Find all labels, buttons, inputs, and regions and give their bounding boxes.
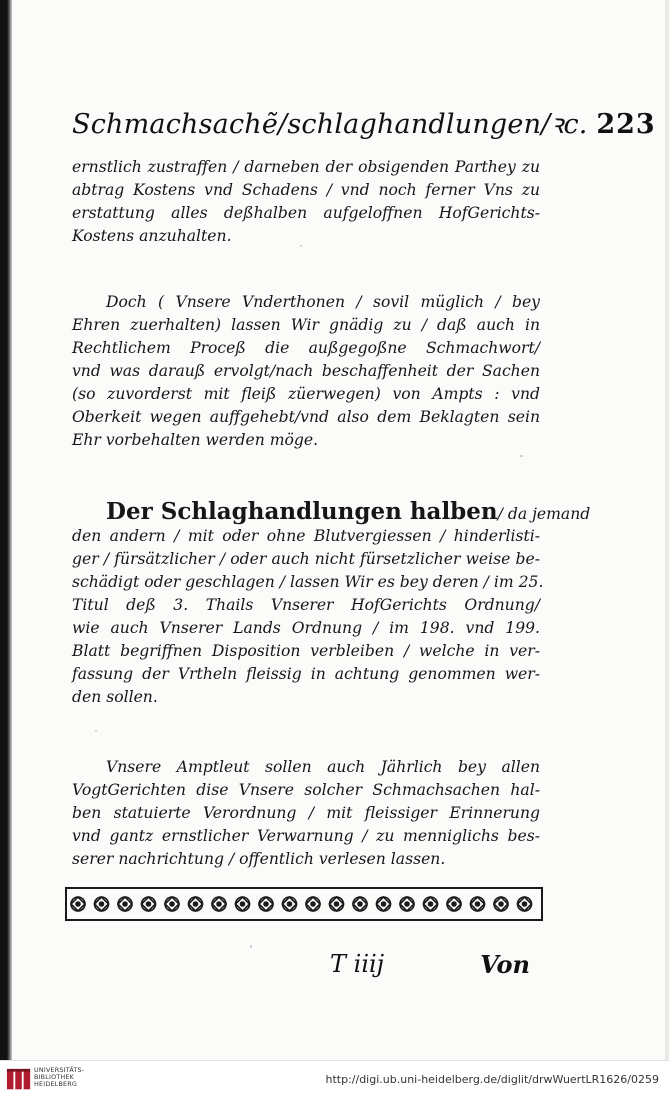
text-line: VogtGerichten dise Vnsere solcher Schmachsachen hal- — [72, 781, 540, 799]
paragraph-2 — [72, 291, 540, 452]
ornament-dot — [405, 902, 409, 906]
ornament-dot — [170, 902, 174, 906]
scan-speck — [520, 455, 523, 457]
scan-speck — [300, 245, 302, 247]
page-number: 223 — [596, 109, 656, 140]
text-line: (so zuvorderst mit fleiß züerwegen) von Ampts : vnd — [72, 385, 540, 403]
ornament-dot — [499, 902, 503, 906]
ornament-dot — [429, 902, 433, 906]
text-line: ger / fürsätzlicher / oder auch nicht fürsetzlicher weise be- — [72, 550, 540, 568]
running-title: Schmachsachẽ/schlaghandlungen/ꝛc. — [72, 109, 588, 140]
ornament-dot — [358, 902, 362, 906]
text-line: fassung der Vrtheln fleissig in achtung genommen wer- — [72, 665, 540, 683]
library-name-line: BIBLIOTHEK — [34, 1073, 75, 1081]
text-line: den andern / mit oder ohne Blutvergiessen / hinderlisti- — [72, 527, 540, 545]
library-name-line: HEIDELBERG — [34, 1080, 78, 1088]
ornament-dot — [452, 902, 456, 906]
text-line: ben statuierte Verordnung / mit fleissiger Erinnerung — [72, 804, 540, 822]
text-line: den sollen. — [72, 688, 158, 706]
section-heading: Der Schlaghandlungen halben — [106, 498, 498, 525]
library-name-line: UNIVERSITÄTS- — [34, 1066, 85, 1074]
text-line: wie auch Vnserer Lands Ordnung / im 198. vnd 199. — [72, 619, 540, 637]
ornament-dot — [123, 902, 127, 906]
text-line: vnd was darauß ervolgt/nach beschaffenheit der Sachen — [72, 362, 540, 380]
ornament-dot — [335, 902, 339, 906]
ornament-dot — [264, 902, 268, 906]
text-line: Ehr vorbehalten werden möge. — [72, 431, 319, 449]
text-line: Oberkeit wegen auffgehebt/vnd also dem Beklagten sein — [72, 408, 540, 426]
ornament-dot — [523, 902, 527, 906]
text-line: Blatt begriffnen Disposition verbleiben / welche in ver- — [72, 642, 540, 660]
ornament-dot — [147, 902, 151, 906]
ornament-dot — [194, 902, 198, 906]
scan-right-edge — [665, 0, 669, 1060]
university-library-logo-icon — [6, 1067, 32, 1093]
text-line: Ehren zuerhalten) lassen Wir gnädig zu / daß auch in — [72, 316, 540, 334]
paragraph-4 — [72, 756, 540, 871]
ornamental-border-icon — [66, 887, 542, 921]
text-line: abtrag Kostens vnd Schadens / vnd noch ferner Vns zu — [72, 181, 540, 199]
text-line: Rechtlichem Proceß die außgegoßne Schmachwort/ — [72, 339, 540, 357]
paragraph-3 — [72, 498, 591, 709]
scan-speck — [95, 730, 97, 732]
text-line: Doch ( Vnsere Vnderthonen / sovil müglich / bey — [106, 293, 540, 311]
text-line: Kostens anzuhalten. — [72, 227, 232, 245]
ornament-dot — [76, 902, 80, 906]
ornament-dot — [288, 902, 292, 906]
catchword: Von — [480, 950, 530, 979]
paragraph-1 — [72, 156, 540, 248]
viewer-footer — [0, 1060, 669, 1100]
ornament-dot — [476, 902, 480, 906]
library-name — [34, 1067, 84, 1088]
page-header — [72, 104, 656, 141]
text-line — [72, 498, 591, 525]
text-line: Vnsere Amptleut sollen auch Jährlich bey allen — [106, 758, 540, 776]
text-line: ernstlich zustraffen / darneben der obsigenden Parthey zu — [72, 158, 540, 176]
ornament-dot — [241, 902, 245, 906]
text-line: erstattung alles deßhalben aufgeloffnen HofGerichts- — [72, 204, 540, 222]
catchline — [330, 950, 530, 984]
text-line: serer nachrichtung / offentlich verlesen lassen. — [72, 850, 446, 868]
text-line: Titul deß 3. Thails Vnserer HofGerichts Ordnung/ — [72, 596, 540, 614]
ornament-dot — [382, 902, 386, 906]
scan-speck — [250, 945, 252, 948]
ornament-dot — [100, 902, 104, 906]
text-fragment: / da jemand — [497, 505, 591, 523]
signature-mark: T iiij — [330, 950, 385, 978]
text-line: schädigt oder geschlagen / lassen Wir es bey deren / im 25. — [72, 573, 544, 591]
ornament-dot — [217, 902, 221, 906]
text-line: vnd gantz ernstlicher Verwarnung / zu menniglichs bes- — [72, 827, 540, 845]
scan-binding-edge — [0, 0, 12, 1060]
ornament-dot — [311, 902, 315, 906]
permalink-url[interactable]: http://digi.ub.uni-heidelberg.de/diglit/drwWuertLR1626/0259 — [325, 1073, 659, 1086]
